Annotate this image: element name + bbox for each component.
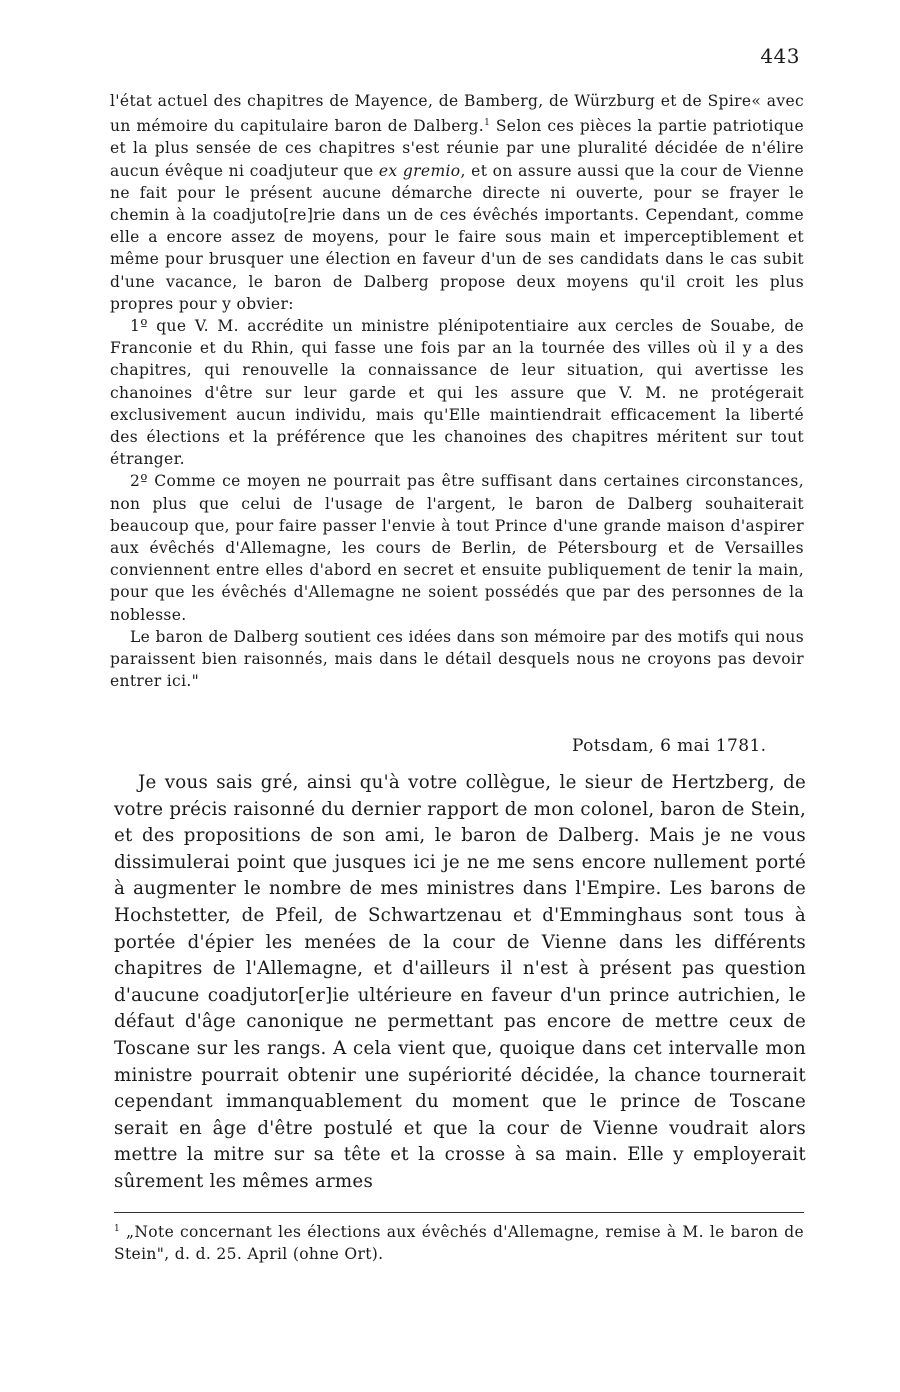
footnote-reference: 1	[484, 118, 491, 129]
footnote	[114, 1218, 804, 1265]
footnote-text: „Note concernant les élections aux évêchés d'Allemagne, remise à M. le baron de Stein", d. d. 25. April (ohne Ort).	[114, 1223, 804, 1263]
quote-text: l'état actuel des chapitres de Mayence, de Bamberg, de Würzburg et de Spire« avec un mémoire du capitulaire baron de Dalberg.	[110, 92, 804, 136]
footnote-mark: 1	[114, 1224, 121, 1234]
quote-text: , et on assure aussi que la cour de Vienne ne fait pour le présent aucune démarche directe ni ouverte, pour se frayer le chemin à la coadjuto[re]rie dans un de ces évêchés importants. Cependant, comme elle a encore assez de moyens, pour le faire sous main et imperceptiblement et même pour brusquer une élection en faveur d'un de ses candidats dans le cas subit d'une vacance, le baron de Dalberg propose deux moyens qu'il croit les plus propres pour y obvier:	[110, 161, 804, 313]
quote-paragraph-1	[110, 90, 804, 315]
quote-text: Selon ces pièces la partie patriotique et la plus sensée de ces chapitres s'est réunie par une pluralité décidée de n'élire aucun évêque ni coadjuteur que	[110, 117, 804, 180]
letter-paragraph: Je vous sais gré, ainsi qu'à votre collègue, le sieur de Hertzberg, de votre précis raisonné du dernier rapport de mon colonel, baron de Stein, et des propositions de son ami, le baron de Dalberg. Mais je ne vous dissimulerai point que jusques ici je ne me sens encore nullement porté à augmenter le nombre de mes ministres dans l'Empire. Les barons de Hochstetter, de Pfeil, de Schwartzenau et d'Emminghaus sont tous à portée d'épier les menées de la cour de Vienne dans les différents chapitres de l'Allemagne, et d'ailleurs il n'est à présent pas question d'aucune coadjutor[er]ie ultérieure en faveur d'un prince autrichien, le défaut d'âge canonique ne permettant pas encore de mettre ceux de Toscane sur les rangs. A cela vient que, quoique dans cet intervalle mon ministre pourrait obtenir une supériorité décidée, la chance tournerait cependant immanquablement du moment que le prince de Toscane serait en âge d'être postulé et que la cour de Vienne voudrait alors mettre la mitre sur sa tête et la crosse à sa main. Elle y employerait sûrement les mêmes armes	[114, 772, 806, 1192]
footnote-divider	[114, 1212, 804, 1213]
quote-paragraph-2: 1º que V. M. accrédite un ministre plénipotentiaire aux cercles de Souabe, de Franconie et du Rhin, qui fasse une fois par an la tournée des villes où il y a des chapitres, qui renouvelle la connaissance de leur situation, qui avertisse les chanoines d'être sur leur garde et qui les assure que V. M. ne protégerait exclusivement aucun individu, mais qu'Elle maintiendrait efficacement la liberté des élections et la préférence que les chanoines des chapitres méritent sur tout étranger.	[110, 317, 804, 469]
page-number: 443	[760, 44, 800, 68]
quoted-report	[110, 90, 804, 692]
letter-body	[114, 770, 806, 1196]
quote-paragraph-3: 2º Comme ce moyen ne pourrait pas être suffisant dans certaines circonstances, non plus que celui de l'usage de l'argent, le baron de Dalberg souhaiterait beaucoup que, pour faire passer l'envie à tout Prince d'une grande maison d'aspirer aux évêchés d'Allemagne, les cours de Berlin, de Pétersbourg et de Versailles conviennent entre elles d'abord en secret et ensuite publiquement de tenir la main, pour que les évêchés d'Allemagne ne soient possédés que par des personnes de la noblesse.	[110, 472, 804, 624]
italic-phrase: ex gremio	[378, 161, 461, 180]
dateline: Potsdam, 6 mai 1781.	[572, 736, 767, 756]
quote-paragraph-4: Le baron de Dalberg soutient ces idées dans son mémoire par des motifs qui nous paraissent bien raisonnés, mais dans le détail desquels nous ne croyons pas devoir entrer ici."	[110, 627, 804, 691]
